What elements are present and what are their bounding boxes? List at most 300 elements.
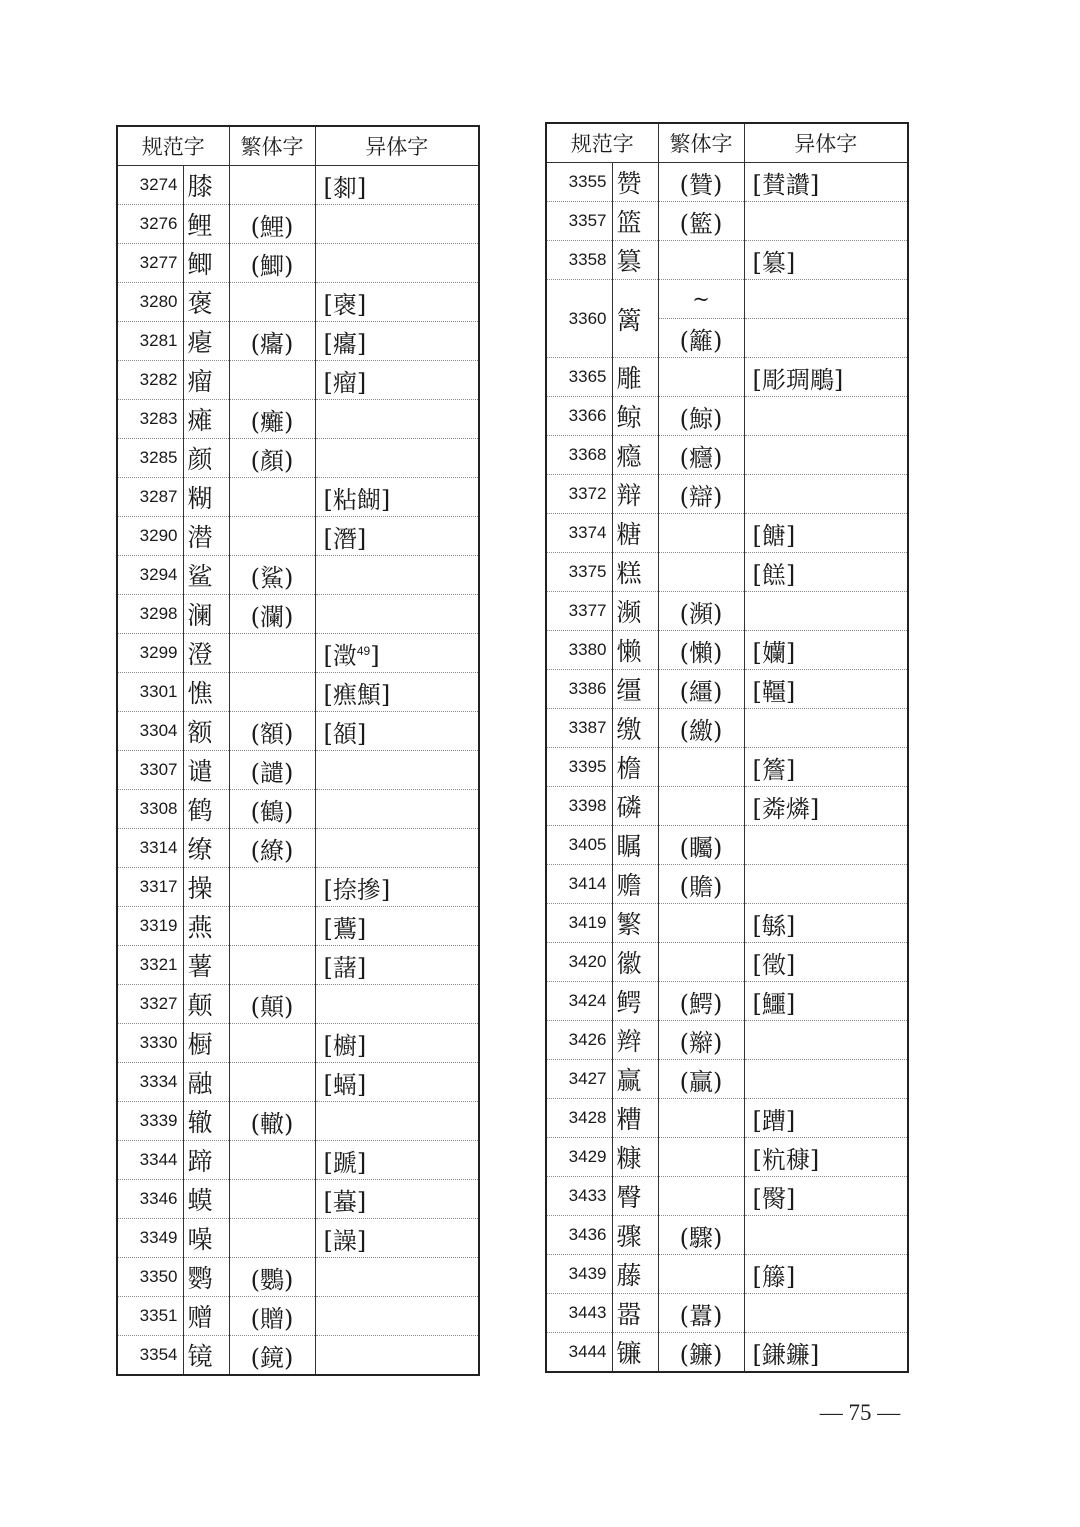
traditional-char: (轍) xyxy=(229,1102,315,1141)
table-row xyxy=(117,1063,479,1102)
table-row xyxy=(546,592,908,631)
entry-number: 3330 xyxy=(117,1024,183,1063)
table-row xyxy=(117,361,479,400)
standard-char: 融 xyxy=(183,1063,229,1102)
variant-char: [癟] xyxy=(315,322,479,361)
standard-char: 缰 xyxy=(612,670,658,709)
traditional-char: (顛) xyxy=(229,985,315,1024)
standard-char: 糠 xyxy=(612,1138,658,1177)
standard-char: 辙 xyxy=(183,1102,229,1141)
traditional-char xyxy=(229,1141,315,1180)
table-row xyxy=(546,1021,908,1060)
entry-number: 3444 xyxy=(546,1333,612,1373)
variant-char xyxy=(744,397,908,436)
variant-char: [襃] xyxy=(315,283,479,322)
entry-number: 3443 xyxy=(546,1294,612,1333)
standard-char: 潜 xyxy=(183,517,229,556)
traditional-char: (辯) xyxy=(658,475,744,514)
variant-char xyxy=(744,1060,908,1099)
traditional-char-bottom: (籬) xyxy=(658,319,744,358)
standard-char: 澄 xyxy=(183,634,229,673)
table-row xyxy=(117,985,479,1024)
entry-number: 3327 xyxy=(117,985,183,1024)
standard-char: 憔 xyxy=(183,673,229,712)
traditional-char: (瀕) xyxy=(658,592,744,631)
standard-char: 颜 xyxy=(183,439,229,478)
standard-char: 额 xyxy=(183,712,229,751)
traditional-char xyxy=(658,358,744,397)
standard-char: 濒 xyxy=(612,592,658,631)
variant-char-top xyxy=(744,280,908,319)
variant-char: [韁] xyxy=(744,670,908,709)
standard-char: 鹤 xyxy=(183,790,229,829)
table-row xyxy=(117,244,479,283)
table-row xyxy=(546,826,908,865)
standard-char: 篮 xyxy=(612,202,658,241)
traditional-char: (鯉) xyxy=(229,205,315,244)
entry-number: 3377 xyxy=(546,592,612,631)
table-row xyxy=(546,1060,908,1099)
variant-char: [彫琱鵰] xyxy=(744,358,908,397)
entry-number: 3314 xyxy=(117,829,183,868)
variant-char xyxy=(315,1258,479,1297)
traditional-char xyxy=(658,904,744,943)
table-row xyxy=(546,514,908,553)
standard-char: 赡 xyxy=(612,865,658,904)
entry-number: 3429 xyxy=(546,1138,612,1177)
entry-number: 3419 xyxy=(546,904,612,943)
traditional-char xyxy=(658,1255,744,1294)
traditional-char: (鯊) xyxy=(229,556,315,595)
table-row xyxy=(117,673,479,712)
table-row xyxy=(117,322,479,361)
entry-number: 3424 xyxy=(546,982,612,1021)
entry-number: 3299 xyxy=(117,634,183,673)
table-row xyxy=(546,670,908,709)
table-row xyxy=(117,556,479,595)
traditional-char: (籃) xyxy=(658,202,744,241)
variant-char: [鎌鐮] xyxy=(744,1333,908,1373)
entry-number: 3380 xyxy=(546,631,612,670)
traditional-char xyxy=(658,514,744,553)
entry-number: 3290 xyxy=(117,517,183,556)
entry-number: 3346 xyxy=(117,1180,183,1219)
table-row xyxy=(546,1255,908,1294)
standard-char: 雕 xyxy=(612,358,658,397)
variant-char: [粇穅] xyxy=(744,1138,908,1177)
standard-char: 臀 xyxy=(612,1177,658,1216)
entry-number: 3287 xyxy=(117,478,183,517)
entry-number: 3414 xyxy=(546,865,612,904)
entry-number: 3277 xyxy=(117,244,183,283)
entry-number: 3301 xyxy=(117,673,183,712)
variant-char xyxy=(744,592,908,631)
entry-number: 3426 xyxy=(546,1021,612,1060)
traditional-char: (繚) xyxy=(229,829,315,868)
table-row xyxy=(117,1141,479,1180)
table-row xyxy=(117,946,479,985)
entry-number: 3283 xyxy=(117,400,183,439)
entry-number: 3285 xyxy=(117,439,183,478)
table-row xyxy=(546,202,908,241)
standard-char: 镰 xyxy=(612,1333,658,1373)
standard-char: 操 xyxy=(183,868,229,907)
standard-char: 瘤 xyxy=(183,361,229,400)
entry-number: 3365 xyxy=(546,358,612,397)
table-row xyxy=(546,943,908,982)
standard-char: 橱 xyxy=(183,1024,229,1063)
entry-number: 3398 xyxy=(546,787,612,826)
variant-char: [臋] xyxy=(744,1177,908,1216)
traditional-char xyxy=(658,787,744,826)
entry-number: 3354 xyxy=(117,1336,183,1376)
table-row xyxy=(546,475,908,514)
standard-char: 瘾 xyxy=(612,436,658,475)
variant-char xyxy=(315,634,479,673)
standard-char: 缴 xyxy=(612,709,658,748)
traditional-char: (鯽) xyxy=(229,244,315,283)
entry-number: 3372 xyxy=(546,475,612,514)
traditional-char: (鏡) xyxy=(229,1336,315,1376)
standard-char: 瞩 xyxy=(612,826,658,865)
entry-number: 3360 xyxy=(546,280,612,358)
traditional-char xyxy=(229,868,315,907)
traditional-char xyxy=(229,517,315,556)
traditional-char: (贈) xyxy=(229,1297,315,1336)
table-row xyxy=(546,1177,908,1216)
entry-number: 3280 xyxy=(117,283,183,322)
table-row xyxy=(546,904,908,943)
variant-char: [簒] xyxy=(744,241,908,280)
table-row xyxy=(546,748,908,787)
variant-char xyxy=(744,475,908,514)
variant-char-text: [澂 xyxy=(323,641,357,670)
entry-number: 3357 xyxy=(546,202,612,241)
traditional-char xyxy=(658,553,744,592)
variant-char xyxy=(315,1102,479,1141)
traditional-char xyxy=(229,1180,315,1219)
variant-char: [譟] xyxy=(315,1219,479,1258)
traditional-char: (囂) xyxy=(658,1294,744,1333)
entry-number: 3420 xyxy=(546,943,612,982)
table-row xyxy=(546,553,908,592)
traditional-char: (癱) xyxy=(229,400,315,439)
table-row xyxy=(546,1216,908,1255)
variant-char: [櫥] xyxy=(315,1024,479,1063)
entry-number: 3334 xyxy=(117,1063,183,1102)
traditional-char xyxy=(658,241,744,280)
traditional-char: (贏) xyxy=(658,1060,744,1099)
table-row xyxy=(546,982,908,1021)
table-row xyxy=(117,205,479,244)
standard-char: 徽 xyxy=(612,943,658,982)
entry-number: 3344 xyxy=(117,1141,183,1180)
traditional-char xyxy=(229,478,315,517)
table-row xyxy=(546,241,908,280)
variant-char xyxy=(315,205,479,244)
variant-char xyxy=(315,595,479,634)
standard-char: 糟 xyxy=(612,1099,658,1138)
table-row xyxy=(117,166,479,205)
table-row xyxy=(546,436,908,475)
variant-char: [螎] xyxy=(315,1063,479,1102)
variant-char: [蹧] xyxy=(744,1099,908,1138)
table-header-row xyxy=(117,126,479,166)
variant-char xyxy=(315,751,479,790)
standard-char: 薯 xyxy=(183,946,229,985)
entry-number: 3405 xyxy=(546,826,612,865)
table-row xyxy=(117,1180,479,1219)
traditional-char: (懶) xyxy=(658,631,744,670)
entry-number: 3282 xyxy=(117,361,183,400)
traditional-char xyxy=(229,1024,315,1063)
variant-char: [捺摻] xyxy=(315,868,479,907)
entry-number: 3350 xyxy=(117,1258,183,1297)
standard-char: 褒 xyxy=(183,283,229,322)
table-row xyxy=(117,283,479,322)
traditional-char xyxy=(229,1219,315,1258)
variant-char: [緐] xyxy=(744,904,908,943)
table-row xyxy=(546,709,908,748)
character-table-left xyxy=(116,125,480,1376)
variant-char xyxy=(315,985,479,1024)
entry-number: 3308 xyxy=(117,790,183,829)
traditional-char xyxy=(658,943,744,982)
entry-number: 3428 xyxy=(546,1099,612,1138)
standard-char: 糖 xyxy=(612,514,658,553)
header-traditional: 繁体字 xyxy=(229,126,315,166)
variant-char: [粦燐] xyxy=(744,787,908,826)
traditional-char xyxy=(658,748,744,787)
entry-number: 3294 xyxy=(117,556,183,595)
variant-char xyxy=(315,556,479,595)
header-standard: 规范字 xyxy=(117,126,229,166)
standard-char: 糕 xyxy=(612,553,658,592)
traditional-char: (辮) xyxy=(658,1021,744,1060)
traditional-char: (矚) xyxy=(658,826,744,865)
traditional-char: (鯨) xyxy=(658,397,744,436)
variant-char: [潛] xyxy=(315,517,479,556)
standard-char: 谴 xyxy=(183,751,229,790)
traditional-char xyxy=(229,634,315,673)
entry-number: 3427 xyxy=(546,1060,612,1099)
header-standard: 规范字 xyxy=(546,123,658,163)
standard-char: 鲫 xyxy=(183,244,229,283)
traditional-char: (譴) xyxy=(229,751,315,790)
table-row xyxy=(546,280,908,319)
variant-char xyxy=(744,1216,908,1255)
standard-char: 镜 xyxy=(183,1336,229,1376)
table-row xyxy=(117,868,479,907)
entry-number: 3395 xyxy=(546,748,612,787)
variant-char xyxy=(315,829,479,868)
entry-number: 3351 xyxy=(117,1297,183,1336)
standard-char: 赠 xyxy=(183,1297,229,1336)
traditional-char: (鐮) xyxy=(658,1333,744,1373)
entry-number: 3298 xyxy=(117,595,183,634)
table-row xyxy=(117,517,479,556)
variant-char: [瘤] xyxy=(315,361,479,400)
variant-char: [賛讚] xyxy=(744,163,908,202)
standard-char: 糊 xyxy=(183,478,229,517)
table-row xyxy=(117,907,479,946)
variant-char xyxy=(315,1297,479,1336)
standard-char: 瘫 xyxy=(183,400,229,439)
traditional-char: (額) xyxy=(229,712,315,751)
table-row xyxy=(546,1294,908,1333)
variant-char: [孏] xyxy=(744,631,908,670)
table-row xyxy=(546,1099,908,1138)
entry-number: 3317 xyxy=(117,868,183,907)
traditional-char: (癮) xyxy=(658,436,744,475)
table-row xyxy=(117,634,479,673)
variant-char: [厀] xyxy=(315,166,479,205)
traditional-char: (贍) xyxy=(658,865,744,904)
entry-number: 3349 xyxy=(117,1219,183,1258)
table-row xyxy=(117,595,479,634)
standard-char: 颠 xyxy=(183,985,229,1024)
variant-char xyxy=(744,1021,908,1060)
variant-char xyxy=(744,202,908,241)
standard-char: 鲤 xyxy=(183,205,229,244)
traditional-char xyxy=(229,946,315,985)
character-table-right xyxy=(545,122,909,1373)
entry-number: 3433 xyxy=(546,1177,612,1216)
table-row xyxy=(117,751,479,790)
entry-number: 3274 xyxy=(117,166,183,205)
traditional-char xyxy=(229,166,315,205)
entry-number: 3439 xyxy=(546,1255,612,1294)
variant-char: [蹏] xyxy=(315,1141,479,1180)
traditional-char: (鶴) xyxy=(229,790,315,829)
variant-char: [籐] xyxy=(744,1255,908,1294)
variant-char: [徵] xyxy=(744,943,908,982)
variant-char xyxy=(744,1294,908,1333)
standard-char: 澜 xyxy=(183,595,229,634)
entry-number: 3375 xyxy=(546,553,612,592)
entry-number: 3339 xyxy=(117,1102,183,1141)
standard-char: 鲨 xyxy=(183,556,229,595)
table-row xyxy=(117,1102,479,1141)
entry-number: 3321 xyxy=(117,946,183,985)
table-row xyxy=(546,787,908,826)
standard-char: 蹄 xyxy=(183,1141,229,1180)
table-row xyxy=(117,478,479,517)
header-variant: 异体字 xyxy=(744,123,908,163)
entry-number: 3366 xyxy=(546,397,612,436)
standard-char: 膝 xyxy=(183,166,229,205)
table-row xyxy=(546,358,908,397)
variant-char xyxy=(315,244,479,283)
table-row xyxy=(117,1258,479,1297)
traditional-char xyxy=(229,1063,315,1102)
traditional-char xyxy=(658,1138,744,1177)
entry-number: 3276 xyxy=(117,205,183,244)
entry-number: 3368 xyxy=(546,436,612,475)
table-row xyxy=(117,1336,479,1376)
entry-number: 3319 xyxy=(117,907,183,946)
variant-char: [蟇] xyxy=(315,1180,479,1219)
header-variant: 异体字 xyxy=(315,126,479,166)
standard-char: 懒 xyxy=(612,631,658,670)
entry-number: 3387 xyxy=(546,709,612,748)
traditional-char: (顏) xyxy=(229,439,315,478)
entry-number: 3374 xyxy=(546,514,612,553)
entry-number: 3281 xyxy=(117,322,183,361)
table-row xyxy=(117,790,479,829)
standard-char: 嚣 xyxy=(612,1294,658,1333)
variant-char: [癄顦] xyxy=(315,673,479,712)
table-row xyxy=(546,865,908,904)
header-traditional: 繁体字 xyxy=(658,123,744,163)
traditional-char: (鸚) xyxy=(229,1258,315,1297)
variant-char: [餻] xyxy=(744,553,908,592)
variant-char xyxy=(315,400,479,439)
table-header-row xyxy=(546,123,908,163)
traditional-char xyxy=(229,283,315,322)
traditional-char: (瀾) xyxy=(229,595,315,634)
table-row xyxy=(546,631,908,670)
standard-char: 赞 xyxy=(612,163,658,202)
variant-char: [餹] xyxy=(744,514,908,553)
traditional-char: (繮) xyxy=(658,670,744,709)
standard-char: 缭 xyxy=(183,829,229,868)
standard-char: 鲸 xyxy=(612,397,658,436)
variant-char xyxy=(744,319,908,358)
variant-char: [藷] xyxy=(315,946,479,985)
standard-char: 瘪 xyxy=(183,322,229,361)
variant-char xyxy=(744,436,908,475)
table-row xyxy=(117,712,479,751)
standard-char: 藤 xyxy=(612,1255,658,1294)
entry-number: 3307 xyxy=(117,751,183,790)
variant-char: [頟] xyxy=(315,712,479,751)
standard-char: 辫 xyxy=(612,1021,658,1060)
table-row xyxy=(546,163,908,202)
traditional-char xyxy=(658,1099,744,1138)
traditional-char xyxy=(229,673,315,712)
variant-char: [鷰] xyxy=(315,907,479,946)
standard-char: 篡 xyxy=(612,241,658,280)
entry-number: 3355 xyxy=(546,163,612,202)
traditional-char: (贊) xyxy=(658,163,744,202)
variant-char xyxy=(744,709,908,748)
standard-char: 磷 xyxy=(612,787,658,826)
variant-char xyxy=(744,826,908,865)
variant-char xyxy=(315,439,479,478)
standard-char: 辩 xyxy=(612,475,658,514)
table-row xyxy=(546,1138,908,1177)
standard-char: 繁 xyxy=(612,904,658,943)
standard-char: 篱 xyxy=(612,280,658,358)
table-row xyxy=(117,1297,479,1336)
table-row xyxy=(546,397,908,436)
standard-char: 鹦 xyxy=(183,1258,229,1297)
traditional-char: (鰐) xyxy=(658,982,744,1021)
traditional-char: (癟) xyxy=(229,322,315,361)
entry-number: 3386 xyxy=(546,670,612,709)
standard-char: 燕 xyxy=(183,907,229,946)
table-row xyxy=(117,439,479,478)
table-row xyxy=(117,1024,479,1063)
standard-char: 鳄 xyxy=(612,982,658,1021)
traditional-char xyxy=(229,361,315,400)
table-row xyxy=(117,400,479,439)
footnote-marker: 49 xyxy=(356,643,371,658)
variant-bracket-close: ] xyxy=(370,641,380,670)
variant-char xyxy=(315,1336,479,1376)
traditional-char: (繳) xyxy=(658,709,744,748)
